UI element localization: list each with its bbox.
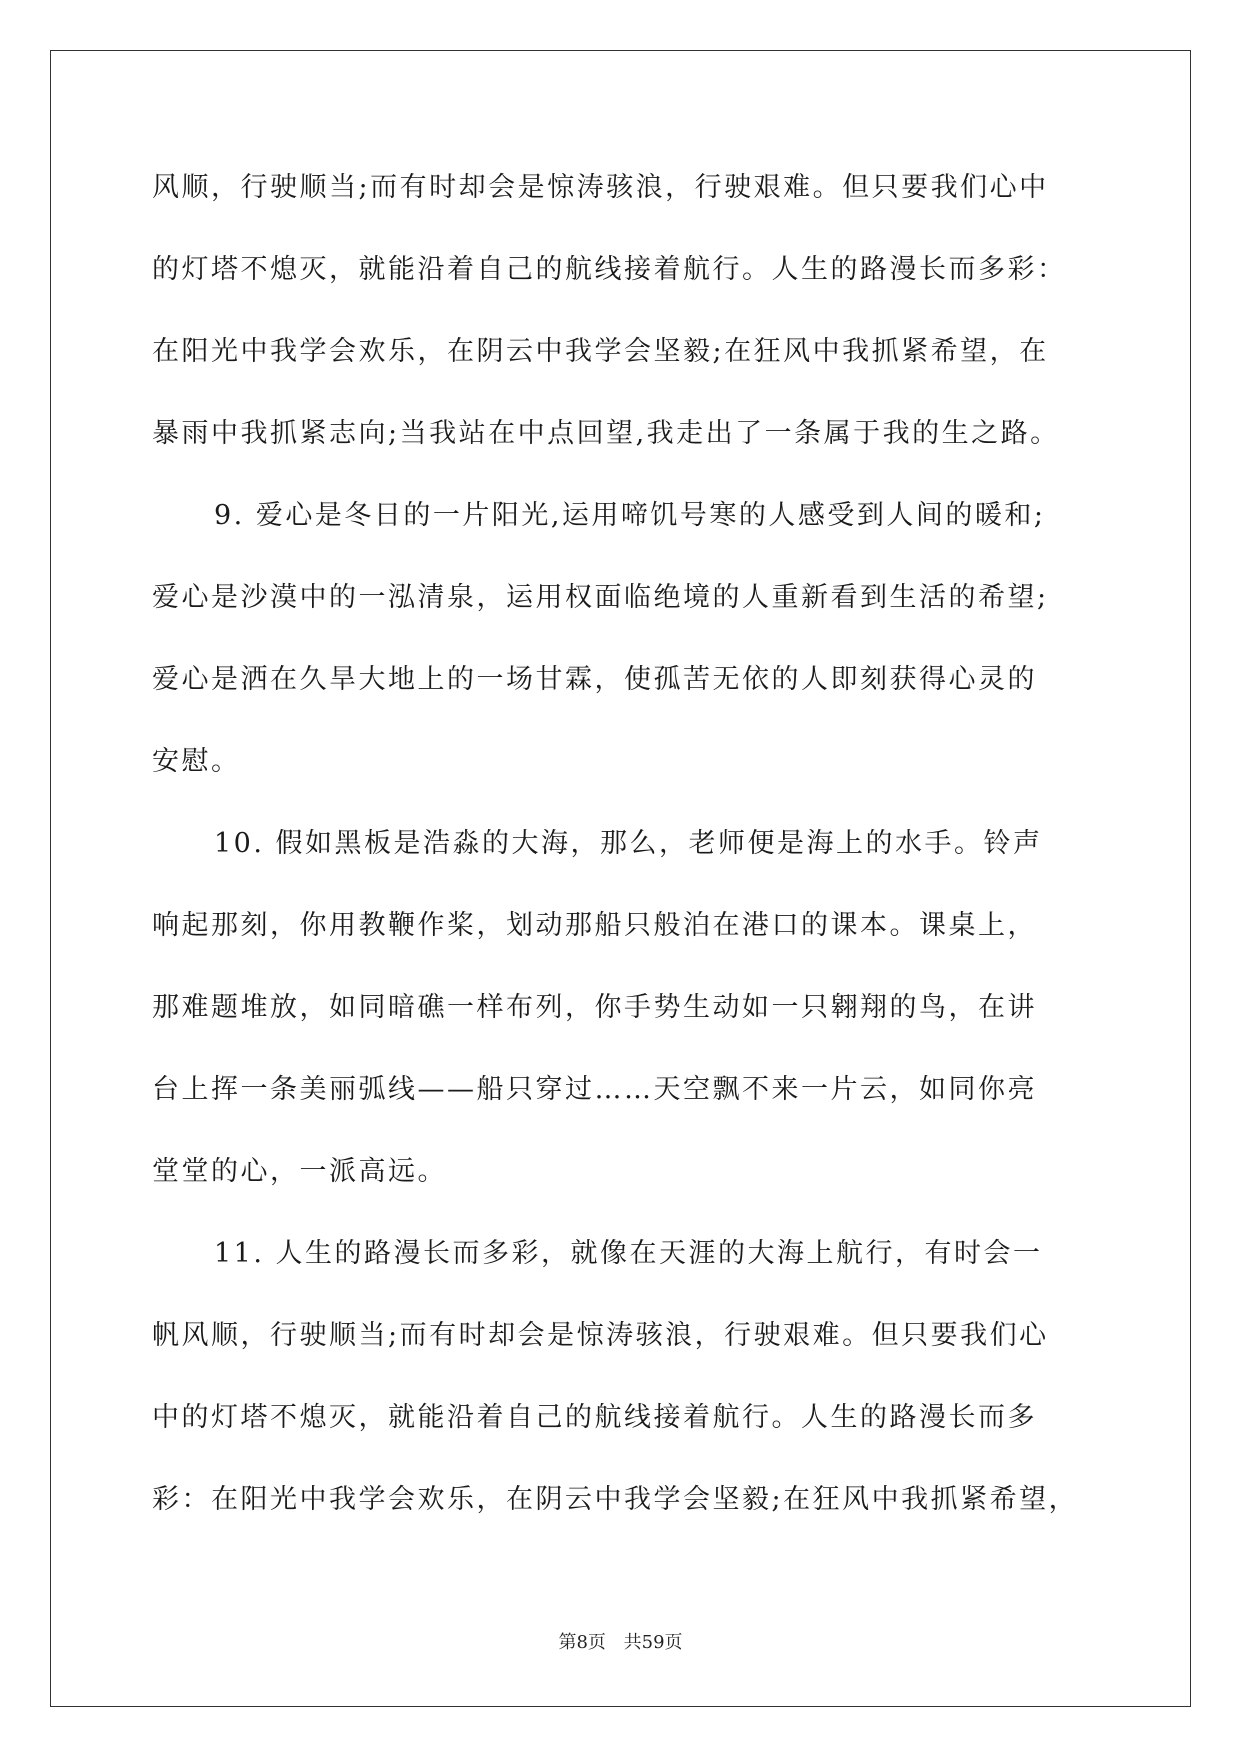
page-number: 第8页 <box>558 1632 606 1653</box>
text-line-12: 台上挥一条美丽弧线——船只穿过……天空飘不来一片云，如同你亮 <box>152 1074 1037 1105</box>
paragraph-11-start: 11. 人生的路漫长而多彩，就像在天涯的大海上航行，有时会一 <box>214 1238 1043 1269</box>
text-line-8: 安慰。 <box>152 746 241 777</box>
text-line-16: 中的灯塔不熄灭，就能沿着自己的航线接着航行。人生的路漫长而多 <box>152 1402 1037 1433</box>
text-line-13: 堂堂的心，一派高远。 <box>152 1156 447 1187</box>
text-line-15: 帆风顺，行驶顺当;而有时却会是惊涛骇浪，行驶艰难。但只要我们心 <box>152 1320 1049 1351</box>
text-line-11: 那难题堆放，如同暗礁一样布列，你手势生动如一只翱翔的鸟，在讲 <box>152 992 1037 1023</box>
text-line-3: 在阳光中我学会欢乐，在阴云中我学会坚毅;在狂风中我抓紧希望，在 <box>152 336 1049 367</box>
page-total: 共59页 <box>623 1632 683 1653</box>
text-line-4: 暴雨中我抓紧志向;当我站在中点回望,我走出了一条属于我的生之路。 <box>152 418 1060 449</box>
text-line-7: 爱心是洒在久旱大地上的一场甘霖，使孤苦无依的人即刻获得心灵的 <box>152 664 1037 695</box>
text-line-2: 的灯塔不熄灭，就能沿着自己的航线接着航行。人生的路漫长而多彩： <box>152 254 1067 285</box>
page-footer <box>0 1628 1241 1654</box>
text-line-1: 风顺，行驶顺当;而有时却会是惊涛骇浪，行驶艰难。但只要我们心中 <box>152 172 1049 203</box>
document-body <box>152 163 1092 1557</box>
text-line-17: 彩：在阳光中我学会欢乐，在阴云中我学会坚毅;在狂风中我抓紧希望， <box>152 1484 1079 1515</box>
text-line-10: 响起那刻，你用教鞭作桨，划动那船只般泊在港口的课本。课桌上， <box>152 910 1037 941</box>
text-line-6: 爱心是沙漠中的一泓清泉，运用权面临绝境的人重新看到生活的希望; <box>152 582 1049 613</box>
paragraph-9-start: 9. 爱心是冬日的一片阳光,运用啼饥号寒的人感受到人间的暖和; <box>214 500 1046 531</box>
paragraph-10-start: 10. 假如黑板是浩淼的大海，那么，老师便是海上的水手。铃声 <box>214 828 1043 859</box>
